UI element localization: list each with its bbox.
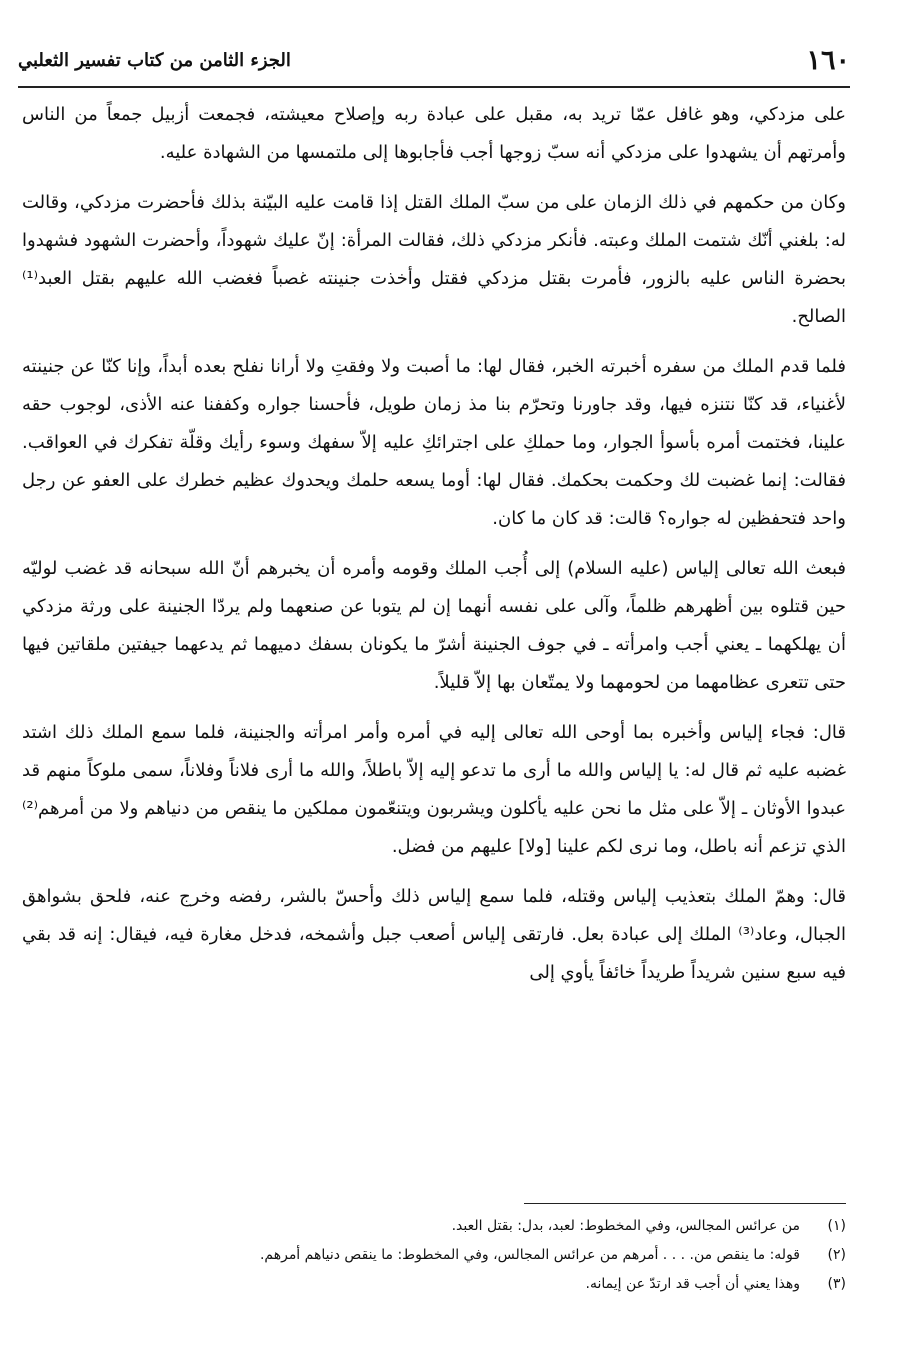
footnote — [22, 1241, 846, 1270]
paragraph: فبعث الله تعالى إلياس (عليه السلام) إلى أُجب الملك وقومه وأمره أن يخبرهم أنّ الله سبحانه قد غضب لوليّه حين قتلوه بين أظهرهم ظلماً، وآلى على نفسه أنهما إن لم يتوبا عن صنعهما ولم يردّا الجنينة على ورثة مزدكي أن يهلكهما ـ يعني أجب وامرأته ـ في جوف الجنينة أشرّ ما يكونان بسفك دميهما ثم يدعهما جيفتين ملقاتين فيها حتى تتعرى عظامهما من لحومهما ولا يمتّعان بها إلاّ قليلاً. — [22, 558, 846, 693]
footnote-number: (٣) — [827, 1276, 846, 1292]
paragraph: قال: فجاء إلياس وأخبره بما أوحى الله تعالى إليه في أمره وأمر امرأته والجنينة، فلما سمع الملك ذلك اشتد غضبه عليه ثم قال له: يا إلياس والله ما أرى ما تدعو إليه إلاّ باطلاً، والله ما أرى فلاناً وفلاناً، سمى ملوكاً منهم قد عبدوا الأوثان ـ إلاّ على مثل ما نحن عليه يأكلون ويشربون ويتنعّمون مملكين ما ينقص من دنياهم ولا من أمرهم⁽²⁾ الذي تزعم أنه باطل، وما نرى لكم علينا [ولا] عليهم من فضل. — [22, 722, 846, 857]
footnote-number: (٢) — [827, 1247, 846, 1263]
paragraph: فلما قدم الملك من سفره أخبرته الخبر، فقال لها: ما أصبت ولا وفقتِ ولا أرانا نفلح بعده أبداً، وإنا كنّا عن جنينته لأغنياء، قد كنّا نتنزه فيها، وقد جاورنا وتحرّم بنا مذ زمان طويل، فأحسنا جواره وكففنا عنه الأذى، لوجوب حقه علينا، فختمت أمره بأسوأ الجوار، وما حملكِ على اجترائكِ عليه إلاّ سفهك وسوء رأيك وقلّة تفكرك في العواقب. فقالت: إنما غضبت لك وحكمت بحكمك. فقال لها: أوما يسعه حلمك ويحدوك عظيم خطرك على العفو عن رجل واحد فتحفظين له جواره؟ قالت: قد كان ما كان. — [22, 356, 846, 529]
footnote-divider — [524, 1203, 846, 1204]
header-divider — [18, 86, 850, 88]
footnote — [22, 1212, 846, 1241]
main-text — [22, 96, 846, 1004]
footnote-text: من عرائس المجالس، وفي المخطوط: لعبد، بدل: بقتل العبد. — [451, 1218, 800, 1234]
footnotes — [22, 1212, 846, 1299]
footnote-text: وهذا يعني أن أجب قد ارتدّ عن إيمانه. — [585, 1276, 800, 1292]
page-number: ١٦٠ — [806, 44, 850, 76]
footnote-number: (١) — [827, 1218, 846, 1234]
footnote-text: قوله: ما ينقص من. . . . أمرهم من عرائس المجالس، وفي المخطوط: ما ينقص دنياهم أمرهم. — [259, 1247, 800, 1263]
running-title: الجزء الثامن من كتاب تفسير الثعلبي — [18, 49, 291, 71]
paragraph: على مزدكي، وهو غافل عمّا تريد به، مقبل على عبادة ربه وإصلاح معيشته، فجمعت أزبيل جمعاً من الناس وأمرتهم أن يشهدوا على مزدكي أنه سبّ زوجها أجب فأجابوها إلى ملتمسها من الشهادة عليه. — [22, 104, 846, 163]
page-header — [18, 38, 850, 82]
paragraph: قال: وهمّ الملك بتعذيب إلياس وقتله، فلما سمع إلياس ذلك وأحسّ بالشر، رفضه وخرج عنه، فلحق بشواهق الجبال، وعاد⁽³⁾ الملك إلى عبادة بعل. فارتقى إلياس أصعب جبل وأشمخه، فدخل مغارة فيه، فيقال: إنه قد بقي فيه سبع سنين شريداً طريداً خائفاً يأوي إلى — [22, 886, 847, 983]
footnote — [22, 1270, 846, 1299]
paragraph: وكان من حكمهم في ذلك الزمان على من سبّ الملك القتل إذا قامت عليه البيّنة بذلك فأحضرت مزدكي، وقالت له: بلغني أنّك شتمت الملك وعبته. فأنكر مزدكي ذلك، فقالت المرأة: إنّ عليك شهوداً، وأحضرت الشهود فشهدوا بحضرة الناس عليه بالزور، فأمرت بقتل مزدكي فقتل وأخذت جنينته غصباً فغضب الله عليهم بقتل العبد⁽¹⁾ الصالح. — [22, 192, 846, 327]
